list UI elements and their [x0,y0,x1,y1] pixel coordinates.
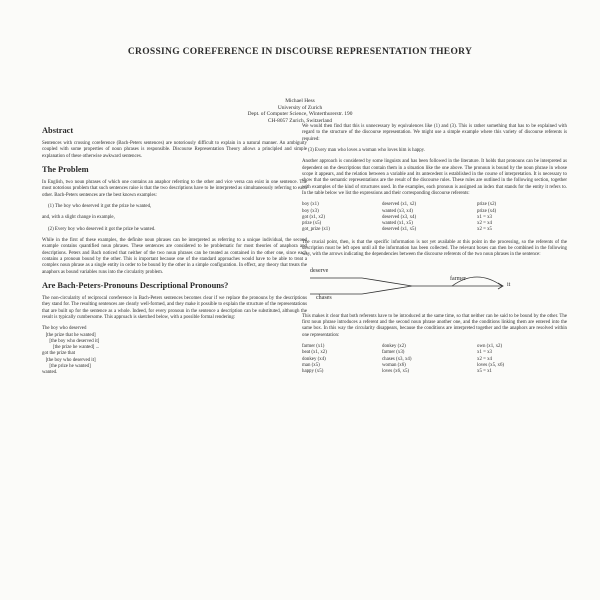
table-cell: boy (x1) [302,202,319,208]
formula-line: [the boy who deserved it] [42,357,96,363]
table-row [302,369,567,375]
right-paragraph-2: Another approach is considered by some linguists and has been followed in the literature. It holds that pronouns can be interpreted as dependent on the descriptions that contain them in a situation like the one above. The pronoun is bound by the noun phrase in whose scope it appears, and the relation between a variable and its antecedent is established in the course of interpretation. It is necessary to show that the semantic representations are the result of the discourse rules. These rules are outlined in the following section, together with examples of the kind of structures used. In the examples, each pronoun is assigned an index that stands for the entity it refers to. In the table below we list the expressions and their corresponding discourse referents: [302,159,567,197]
problem-heading: The Problem [42,165,89,175]
table-cell: own (x1, x2) [477,344,503,350]
table-cell: chases (x3, x4) [382,356,412,362]
table-cell: beat (x1, x2) [302,350,327,356]
example-1-continuation: and, with a slight change in example, [42,215,115,221]
bach-peters-paragraph: The non-circularity of reciprocal coreference in Bach-Peters sentences becomes clear if we replace the pronouns by the descriptions they stand for. The resulting sentences are clearly well-formed, and they make it possible to explain the structure of the representations that are built up for the sentence as a whole. Indeed, for every pronoun in the sentence a description can be substituted, although the result is typically cumbersome. This approach is sketched below, with a possible formal rendering: [42,296,307,321]
table-cell: x2 = x5 [477,227,492,233]
table-cell: x2 = x4 [477,356,492,362]
right-paragraph-1: We would then find that this is unnecessary by equivalences like (1) and (3). This is rather something that has to be explained with regard to the structure of the discourse representation. We might use a simple example where this variety of discourse referents is required: [302,124,567,142]
formula-line: [the prize he wanted] [42,363,91,369]
author-affiliation: University of Zurich [277,104,323,111]
bach-peters-heading: Are Bach-Peters-Pronouns Descriptional Pronouns? [42,281,229,291]
table-cell: prize (x4) [477,208,497,214]
diagram-label-a: deserve [310,267,329,274]
referent-table-2 [302,344,567,375]
right-paragraph-3: The crucial point, then, is that the specific information is not yet available at this point in the processing, so the referents of the description must be left open until all the information has been collected. The relevant boxes can then be combined in the following way, with the arrows indicating the dependencies between the discourse referents of the two noun phrases in the sentence: [302,239,567,258]
diagram-label-c: farmer [450,275,466,282]
example-1: (1) The boy who deserved it got the prize he wanted, [48,204,152,210]
formula-line: [the prize that he wanted] [42,332,96,338]
table-cell: x1 = x3 [477,350,492,356]
table-cell: deserved (x3, x4) [382,214,417,220]
formula-line: wanted. [42,370,58,376]
table-cell: deserved (x1, x2) [382,202,417,208]
left-column [42,123,307,376]
table-cell: boy (x3) [302,208,319,214]
diagram-arrow [362,278,412,294]
table-cell: wanted (x1, x5) [382,221,413,227]
formula-line: [the prize he wanted] ... [42,345,100,351]
formula-block [42,326,307,376]
author-city: CH-8057 Zurich, Switzerland [267,117,333,124]
table-cell: farmer (x1) [302,344,325,350]
referent-table [302,202,567,233]
table-cell: donkey (x4) [302,356,326,362]
table-cell: prize (x5) [302,221,322,227]
diagram-svg [302,264,567,310]
abstract-text: Sentences with crossing coreference (Bach-Peters sentences) are notoriously difficult to explain in a natural manner. An ambiguity coupled with some properties of noun phrases is responsible. Discourse Representation Theory allows a principled and simple explanation of these otherwise awkward sentences. [42,141,307,159]
author-block [0,98,600,124]
table-cell: donkey (x2) [382,344,406,350]
table-cell: x2 = x4 [477,221,492,227]
diagram-label-d: it [507,281,511,288]
table-cell: loves (x6, x5) [382,369,410,375]
right-paragraph-4: This makes it clear that both referents have to be introduced at the same time, so that neither can be said to be bound by the other. The first noun phrase introduces a referent and the second noun phrase another one, and the conditions linking them are entered into the same box. In this way the circularity disappears, because the conditions are interpreted together and the anaphors are resolved within one representation: [302,313,567,338]
diagram-label-b: chases [316,294,332,301]
dependency-diagram [302,264,567,310]
author-department: Dept. of Computer Science, Winterthurerstr. 190 [247,111,353,118]
table-cell: happy (x5) [302,369,324,375]
example-2: (2) Every boy who deserved it got the prize he wanted. [48,226,156,232]
table-cell: farmer (x3) [382,350,405,356]
table-cell: got (x1, x2) [302,214,325,220]
table-cell: man (x5) [302,362,320,368]
formula-line: [the boy who deserved it] [42,338,100,344]
problem-paragraph-1: In English, two noun phrases of which one contains an anaphor referring to the other and vice versa can exist in one sentence. The most notorious problem that such sentences raise is that the two descriptions have to be interpreted as simultaneously referring to each other. Bach-Peters sentences are the best known examples: [42,180,307,198]
abstract-heading: Abstract [42,126,74,135]
example-3: (3) Every man who loves a woman who loves him is happy. [308,148,426,154]
table-cell: x1 = x3 [477,214,492,220]
table-cell: prize (x2) [477,202,497,208]
table-cell: loves (x5, x6) [477,362,505,368]
table-cell: x5 = x1 [477,369,492,375]
table-row [302,227,567,233]
right-column [302,124,567,381]
table-cell: deserved (x1, x5) [382,227,417,233]
formula-line: The boy who deserved [42,326,87,332]
table-cell: wanted (x3, x4) [382,208,413,214]
formula-line: got the prize that [42,351,75,357]
paper-title: CROSSING COREFERENCE IN DISCOURSE REPRESENTATION THEORY [127,47,473,57]
problem-paragraph-2: While in the first of these examples, the definite noun phrases can be interpreted as referring to a unique individual, the second example contains quantified noun phrases. These sentences are considered to be problematic for most theories of anaphora and descriptions. Peters and Bach noticed that neither of the two noun phrases can be treated as contained in the other one, since each contains a pronoun bound by the other. This is important because one of the standard approaches would have to be able to treat a complex noun phrase as a single entity in order to be bound by the other in a simple configuration. In effect, any theory that treats the anaphors as bound variables runs into the circularity problem. [42,237,307,275]
table-cell: got_prize (x1) [302,227,330,233]
author-name: Michael Hess [285,98,315,104]
table-cell: woman (x6) [382,362,406,368]
